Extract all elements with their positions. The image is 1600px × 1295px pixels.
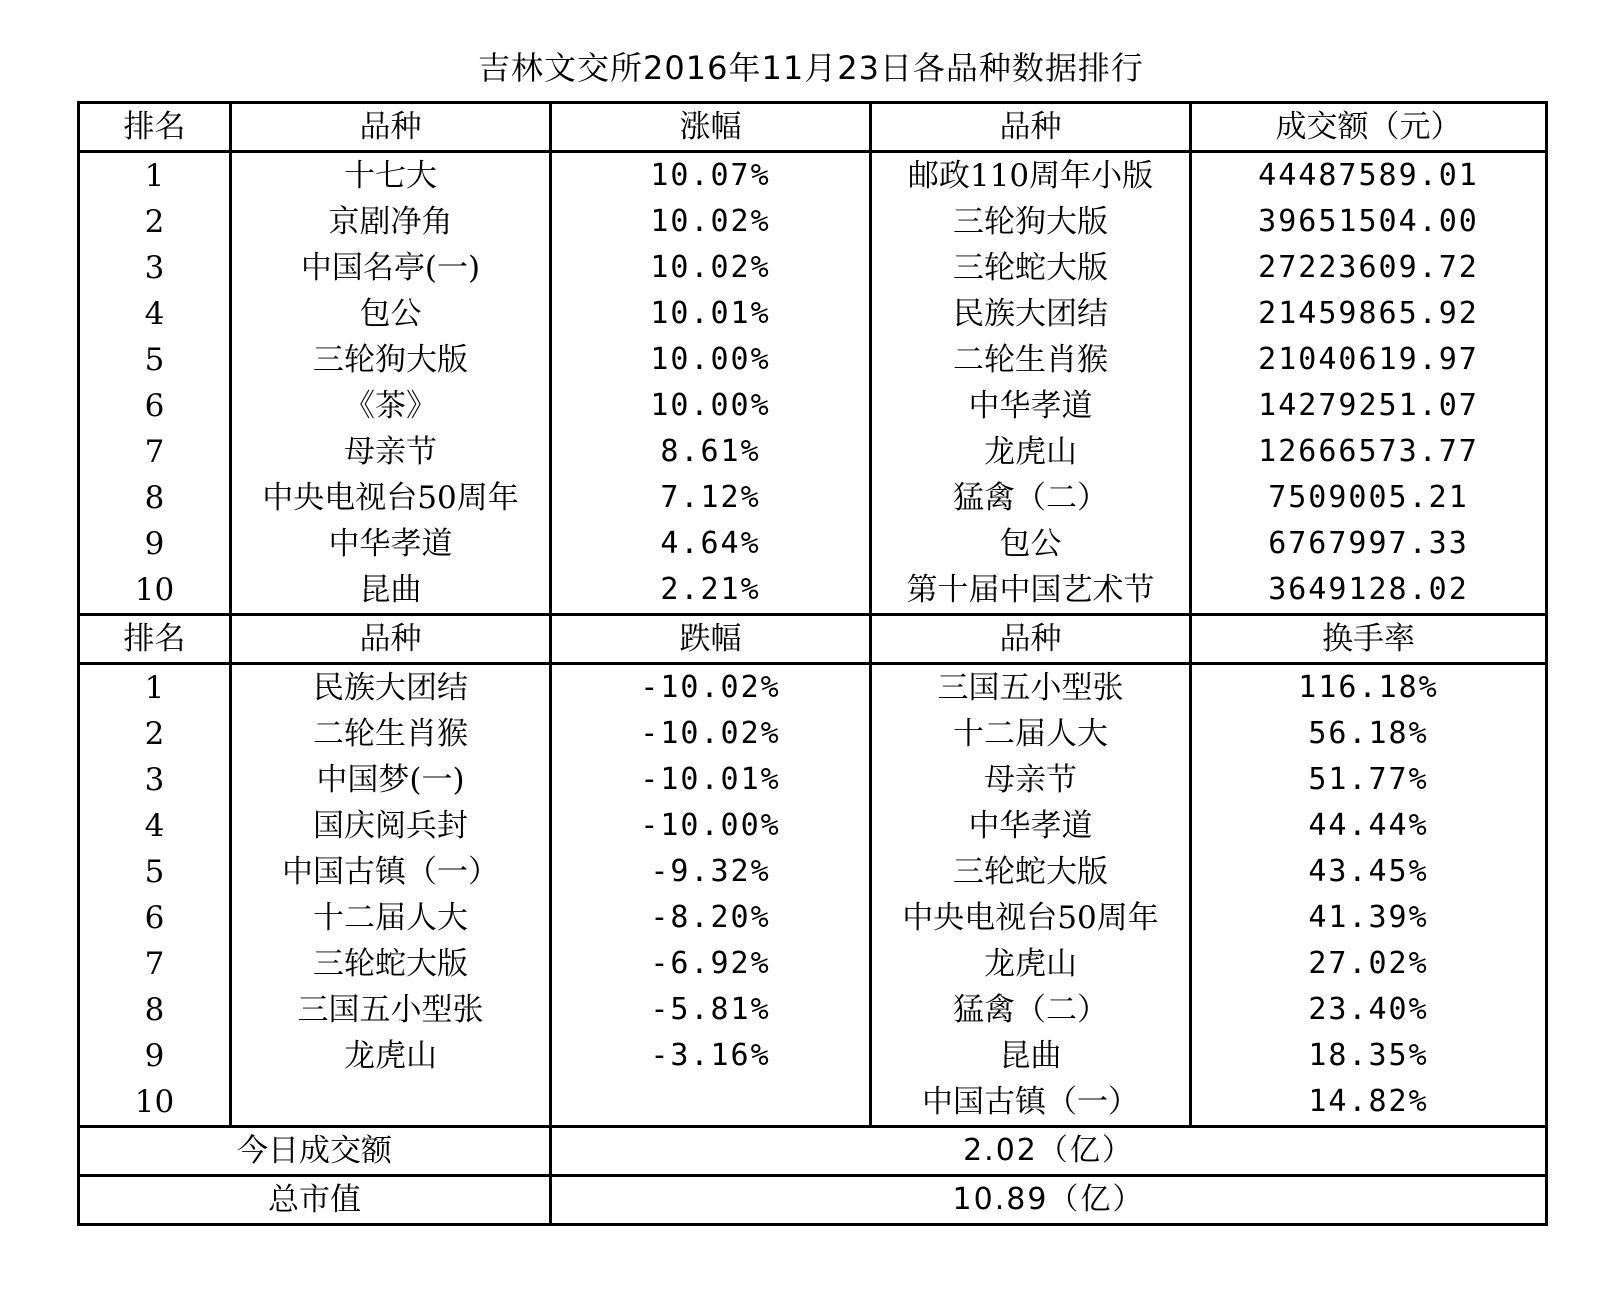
losers-name-cell: 中国古镇（一） bbox=[231, 849, 551, 895]
losers-change-cell: -10.00% bbox=[551, 803, 871, 849]
table-row bbox=[79, 429, 1547, 475]
losers-change-cell: -5.81% bbox=[551, 987, 871, 1033]
losers-name2-cell: 母亲节 bbox=[871, 757, 1191, 803]
losers-name-cell: 二轮生肖猴 bbox=[231, 711, 551, 757]
losers-rank-cell: 10 bbox=[79, 1079, 231, 1127]
ranking-table bbox=[77, 101, 1548, 1226]
gainers-metric-cell: 44487589.01 bbox=[1191, 152, 1547, 200]
summary-label: 今日成交额 bbox=[79, 1127, 551, 1176]
losers-change-cell bbox=[551, 1079, 871, 1127]
gainers-change-cell: 4.64% bbox=[551, 521, 871, 567]
table-row bbox=[79, 941, 1547, 987]
gainers-metric-cell: 6767997.33 bbox=[1191, 521, 1547, 567]
losers-name-cell: 三轮蛇大版 bbox=[231, 941, 551, 987]
losers-name-cell: 民族大团结 bbox=[231, 664, 551, 712]
gainers-name-cell: 十七大 bbox=[231, 152, 551, 200]
losers-rank-cell: 5 bbox=[79, 849, 231, 895]
table-row bbox=[79, 987, 1547, 1033]
losers-change-cell: -10.02% bbox=[551, 664, 871, 712]
losers-name-cell bbox=[231, 1079, 551, 1127]
losers-name2-cell: 三国五小型张 bbox=[871, 664, 1191, 712]
summary-value: 10.89（亿） bbox=[551, 1176, 1547, 1225]
gainers-metric-cell: 21459865.92 bbox=[1191, 291, 1547, 337]
losers-metric-cell: 14.82% bbox=[1191, 1079, 1547, 1127]
gainers-rank-cell: 8 bbox=[79, 475, 231, 521]
losers-change-cell: -10.02% bbox=[551, 711, 871, 757]
losers-name-cell: 国庆阅兵封 bbox=[231, 803, 551, 849]
gainers-metric-cell: 3649128.02 bbox=[1191, 567, 1547, 615]
gainers-name2-header: 品种 bbox=[871, 103, 1191, 152]
table-row bbox=[79, 895, 1547, 941]
losers-name2-cell: 三轮蛇大版 bbox=[871, 849, 1191, 895]
table-row bbox=[79, 383, 1547, 429]
table-row bbox=[79, 849, 1547, 895]
losers-name2-cell: 中国古镇（一） bbox=[871, 1079, 1191, 1127]
losers-rank-cell: 1 bbox=[79, 664, 231, 712]
gainers-rank-cell: 3 bbox=[79, 245, 231, 291]
gainers-name-cell: 京剧净角 bbox=[231, 199, 551, 245]
gainers-name-cell: 中国名亭(一) bbox=[231, 245, 551, 291]
losers-metric-cell: 23.40% bbox=[1191, 987, 1547, 1033]
losers-header-row bbox=[79, 615, 1547, 664]
losers-name2-cell: 中华孝道 bbox=[871, 803, 1191, 849]
losers-name-cell: 三国五小型张 bbox=[231, 987, 551, 1033]
gainers-change-cell: 7.12% bbox=[551, 475, 871, 521]
losers-metric-cell: 27.02% bbox=[1191, 941, 1547, 987]
gainers-name2-cell: 二轮生肖猴 bbox=[871, 337, 1191, 383]
gainers-name-header: 品种 bbox=[231, 103, 551, 152]
losers-rank-cell: 4 bbox=[79, 803, 231, 849]
gainers-metric-cell: 39651504.00 bbox=[1191, 199, 1547, 245]
gainers-rank-cell: 10 bbox=[79, 567, 231, 615]
table-row bbox=[79, 152, 1547, 200]
losers-change-cell: -10.01% bbox=[551, 757, 871, 803]
table-row bbox=[79, 245, 1547, 291]
table-row bbox=[79, 711, 1547, 757]
losers-rank-cell: 6 bbox=[79, 895, 231, 941]
gainers-rank-cell: 9 bbox=[79, 521, 231, 567]
gainers-name2-cell: 猛禽（二） bbox=[871, 475, 1191, 521]
losers-metric-cell: 41.39% bbox=[1191, 895, 1547, 941]
table-row bbox=[79, 803, 1547, 849]
losers-rank-header: 排名 bbox=[79, 615, 231, 664]
gainers-change-header: 涨幅 bbox=[551, 103, 871, 152]
losers-change-cell: -8.20% bbox=[551, 895, 871, 941]
table-row bbox=[79, 199, 1547, 245]
gainers-name2-cell: 包公 bbox=[871, 521, 1191, 567]
losers-change-cell: -9.32% bbox=[551, 849, 871, 895]
table-row bbox=[79, 291, 1547, 337]
gainers-name2-cell: 三轮蛇大版 bbox=[871, 245, 1191, 291]
gainers-name2-cell: 民族大团结 bbox=[871, 291, 1191, 337]
losers-metric-header: 换手率 bbox=[1191, 615, 1547, 664]
gainers-change-cell: 8.61% bbox=[551, 429, 871, 475]
losers-name2-cell: 猛禽（二） bbox=[871, 987, 1191, 1033]
losers-name2-cell: 中央电视台50周年 bbox=[871, 895, 1191, 941]
gainers-name2-cell: 中华孝道 bbox=[871, 383, 1191, 429]
losers-metric-cell: 56.18% bbox=[1191, 711, 1547, 757]
gainers-rank-cell: 5 bbox=[79, 337, 231, 383]
gainers-name2-cell: 邮政110周年小版 bbox=[871, 152, 1191, 200]
losers-rank-cell: 2 bbox=[79, 711, 231, 757]
gainers-metric-cell: 21040619.97 bbox=[1191, 337, 1547, 383]
losers-metric-cell: 18.35% bbox=[1191, 1033, 1547, 1079]
gainers-name-cell: 三轮狗大版 bbox=[231, 337, 551, 383]
losers-name2-cell: 昆曲 bbox=[871, 1033, 1191, 1079]
gainers-name2-cell: 三轮狗大版 bbox=[871, 199, 1191, 245]
gainers-change-cell: 10.02% bbox=[551, 199, 871, 245]
table-row bbox=[79, 1033, 1547, 1079]
gainers-metric-cell: 7509005.21 bbox=[1191, 475, 1547, 521]
gainers-rank-header: 排名 bbox=[79, 103, 231, 152]
gainers-name-cell: 昆曲 bbox=[231, 567, 551, 615]
gainers-name-cell: 中央电视台50周年 bbox=[231, 475, 551, 521]
gainers-change-cell: 2.21% bbox=[551, 567, 871, 615]
table-row bbox=[79, 475, 1547, 521]
table-row bbox=[79, 1079, 1547, 1127]
losers-change-cell: -6.92% bbox=[551, 941, 871, 987]
gainers-change-cell: 10.00% bbox=[551, 383, 871, 429]
losers-change-header: 跌幅 bbox=[551, 615, 871, 664]
losers-name-header: 品种 bbox=[231, 615, 551, 664]
table-row bbox=[79, 664, 1547, 712]
table-row bbox=[79, 757, 1547, 803]
losers-metric-cell: 51.77% bbox=[1191, 757, 1547, 803]
gainers-metric-header: 成交额（元） bbox=[1191, 103, 1547, 152]
losers-rank-cell: 8 bbox=[79, 987, 231, 1033]
losers-rank-cell: 3 bbox=[79, 757, 231, 803]
gainers-change-cell: 10.00% bbox=[551, 337, 871, 383]
gainers-metric-cell: 12666573.77 bbox=[1191, 429, 1547, 475]
losers-name-cell: 十二届人大 bbox=[231, 895, 551, 941]
page-title: 吉林文交所2016年11月23日各品种数据排行 bbox=[478, 49, 1144, 87]
gainers-rank-cell: 6 bbox=[79, 383, 231, 429]
gainers-rank-cell: 4 bbox=[79, 291, 231, 337]
gainers-change-cell: 10.01% bbox=[551, 291, 871, 337]
losers-name2-header: 品种 bbox=[871, 615, 1191, 664]
losers-name-cell: 中国梦(一) bbox=[231, 757, 551, 803]
summary-value: 2.02（亿） bbox=[551, 1127, 1547, 1176]
gainers-change-cell: 10.07% bbox=[551, 152, 871, 200]
gainers-rank-cell: 7 bbox=[79, 429, 231, 475]
losers-metric-cell: 116.18% bbox=[1191, 664, 1547, 712]
gainers-name-cell: 中华孝道 bbox=[231, 521, 551, 567]
gainers-change-cell: 10.02% bbox=[551, 245, 871, 291]
losers-metric-cell: 43.45% bbox=[1191, 849, 1547, 895]
losers-rank-cell: 9 bbox=[79, 1033, 231, 1079]
gainers-metric-cell: 27223609.72 bbox=[1191, 245, 1547, 291]
gainers-name2-cell: 龙虎山 bbox=[871, 429, 1191, 475]
gainers-name2-cell: 第十届中国艺术节 bbox=[871, 567, 1191, 615]
summary-row bbox=[79, 1127, 1547, 1176]
losers-name2-cell: 十二届人大 bbox=[871, 711, 1191, 757]
gainers-name-cell: 包公 bbox=[231, 291, 551, 337]
losers-metric-cell: 44.44% bbox=[1191, 803, 1547, 849]
summary-label: 总市值 bbox=[79, 1176, 551, 1225]
losers-change-cell: -3.16% bbox=[551, 1033, 871, 1079]
losers-rank-cell: 7 bbox=[79, 941, 231, 987]
gainers-name-cell: 母亲节 bbox=[231, 429, 551, 475]
gainers-rank-cell: 2 bbox=[79, 199, 231, 245]
gainers-metric-cell: 14279251.07 bbox=[1191, 383, 1547, 429]
gainers-name-cell: 《茶》 bbox=[231, 383, 551, 429]
table-row bbox=[79, 521, 1547, 567]
table-row bbox=[79, 337, 1547, 383]
gainers-header-row bbox=[79, 103, 1547, 152]
summary-row bbox=[79, 1176, 1547, 1225]
losers-name-cell: 龙虎山 bbox=[231, 1033, 551, 1079]
gainers-rank-cell: 1 bbox=[79, 152, 231, 200]
losers-name2-cell: 龙虎山 bbox=[871, 941, 1191, 987]
table-row bbox=[79, 567, 1547, 615]
